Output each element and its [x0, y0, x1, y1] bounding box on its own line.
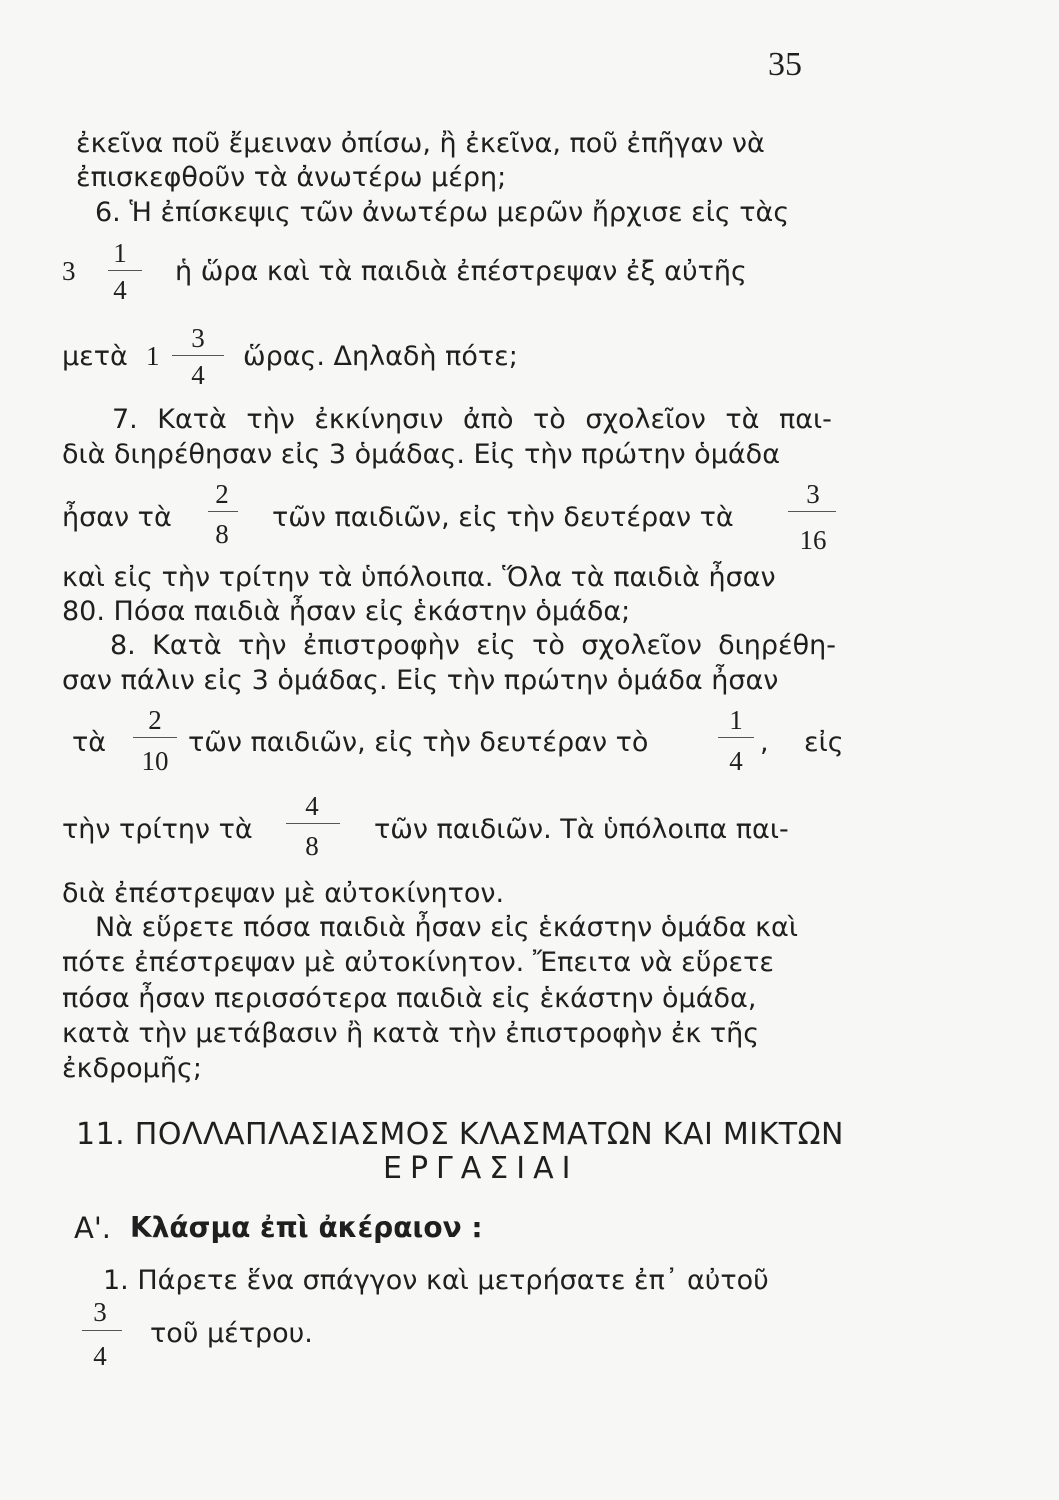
- fraction-numerator: 1: [113, 238, 127, 268]
- text-line: διὰ διηρέθησαν εἰς 3 ὁμάδας. Εἰς τὴν πρώτην ὁμάδα: [62, 439, 780, 470]
- fraction-numerator: 3: [93, 1297, 107, 1327]
- fraction-denominator: 8: [305, 831, 319, 861]
- word: Κατὰ: [157, 404, 227, 435]
- mixed-number-whole: 3: [62, 256, 76, 286]
- text-line: κατὰ τὴν μετάβασιν ἢ κατὰ τὴν ἐπιστροφὴν ἐκ τῆς: [62, 1018, 760, 1049]
- fraction-bar: [108, 270, 142, 271]
- exercise-line: 1. Πάρετε ἕνα σπάγγον καὶ μετρήσατε ἐπ᾿ αὐτοῦ: [103, 1265, 769, 1296]
- word: ΚΛΑΣΜΑΤΩΝ: [458, 1117, 654, 1152]
- section-subtitle: ΕΡΓΑΣΙΑΙ: [383, 1151, 579, 1186]
- subheading: Κλάσμα ἐπὶ ἀκέραιον :: [130, 1211, 483, 1244]
- text-line: τῶν παιδιῶν, εἰς τὴν δευτέραν τὸ: [188, 727, 649, 758]
- word: τὸ: [532, 630, 565, 661]
- fraction-bar: [718, 737, 754, 738]
- text-line: ἡ ὥρα καὶ τὰ παιδιὰ ἐπέστρεψαν ἐξ αὐτῆς: [175, 256, 747, 287]
- fraction-denominator: 4: [93, 1341, 107, 1371]
- fraction-bar: [133, 737, 177, 738]
- fraction-numerator: 4: [305, 791, 319, 821]
- fraction-denominator: 16: [799, 525, 827, 555]
- text-line: σαν πάλιν εἰς 3 ὁμάδας. Εἰς τὴν πρώτην ὁμάδα ἦσαν: [62, 665, 779, 696]
- word: Κατὰ: [152, 630, 222, 661]
- word: ἐκκίνησιν: [314, 404, 444, 435]
- word: εἰς: [476, 630, 516, 661]
- word: ΠΟΛΛΑΠΛΑΣΙΑΣΜΟΣ: [134, 1117, 450, 1152]
- fraction-numerator: 3: [806, 479, 820, 509]
- text-line: ὥρας. Δηλαδὴ πότε;: [243, 341, 518, 372]
- fraction-numerator: 3: [191, 323, 205, 353]
- text-line: τῶν παιδιῶν, εἰς τὴν δευτέραν τὰ: [272, 502, 734, 533]
- text-line: [112, 404, 832, 435]
- text-line: 6. Ἡ ἐπίσκεψις τῶν ἀνωτέρω μερῶν ἤρχισε εἰς τὰς: [95, 197, 790, 228]
- fraction-bar: [172, 355, 224, 356]
- word: διηρέθη-: [718, 630, 836, 661]
- fraction-denominator: 8: [215, 519, 229, 549]
- word: ἀπὸ: [462, 404, 514, 435]
- text-line: ἐκδρομῆς;: [62, 1053, 202, 1084]
- fraction-bar: [286, 823, 340, 824]
- text-line: 80. Πόσα παιδιὰ ἦσαν εἰς ἑκάστην ὁμάδα;: [62, 596, 631, 627]
- fraction-numerator: 2: [215, 479, 229, 509]
- text-line: ἐκεῖνα ποῦ ἔμειναν ὀπίσω, ἢ ἐκεῖνα, ποῦ ἐπῆγαν νὰ: [76, 128, 765, 159]
- fraction-denominator: 4: [191, 360, 205, 390]
- word: τὴν: [238, 630, 287, 661]
- page-number: 35: [768, 46, 802, 83]
- text-line: πότε ἐπέστρεψαν μὲ αὐτοκίνητον. Ἔπειτα νὰ εὕρετε: [62, 947, 774, 978]
- word: 7.: [112, 404, 138, 435]
- fraction-numerator: 2: [148, 705, 162, 735]
- word: σχολεῖον: [585, 404, 706, 435]
- word: 11.: [76, 1117, 126, 1152]
- text-line: Νὰ εὕρετε πόσα παιδιὰ ἦσαν εἰς ἑκάστην ὁμάδα καὶ: [95, 912, 798, 943]
- fraction-denominator: 4: [729, 746, 743, 776]
- text-line: ἐπισκεφθοῦν τὰ ἀνωτέρω μέρη;: [76, 162, 507, 193]
- text-line: τὴν τρίτην τὰ: [62, 814, 253, 845]
- fraction-numerator: 1: [729, 705, 743, 735]
- text-line: πόσα ἦσαν περισσότερα παιδιὰ εἰς ἑκάστην ὁμάδα,: [62, 983, 757, 1014]
- word: τὸ: [533, 404, 566, 435]
- fraction-denominator: 4: [113, 275, 127, 305]
- text-line: τὰ: [72, 727, 107, 758]
- fraction-bar: [208, 511, 238, 512]
- word: ΚΑΙ: [662, 1117, 714, 1152]
- word: σχολεῖον: [581, 630, 702, 661]
- fraction-denominator: 10: [141, 746, 169, 776]
- word: ΜΙΚΤΩΝ: [722, 1117, 844, 1152]
- word: τὰ: [725, 404, 760, 435]
- word: 8.: [110, 630, 136, 661]
- fraction-bar: [82, 1330, 122, 1331]
- punctuation: ,: [760, 727, 769, 758]
- text-line: καὶ εἰς τὴν τρίτην τὰ ὑπόλοιπα. Ὅλα τὰ παιδιὰ ἦσαν: [62, 562, 776, 593]
- text-word: μετὰ: [62, 341, 128, 372]
- text-word: εἰς: [804, 727, 844, 758]
- word: παι-: [778, 404, 832, 435]
- exercise-line: τοῦ μέτρου.: [150, 1318, 313, 1349]
- text-line: τῶν παιδιῶν. Τὰ ὑπόλοιπα παι-: [374, 814, 789, 845]
- section-title: [76, 1117, 844, 1152]
- text-line: ἦσαν τὰ: [62, 502, 172, 533]
- word: ἐπιστροφὴν: [302, 630, 460, 661]
- fraction-bar: [788, 511, 836, 512]
- text-line: διὰ ἐπέστρεψαν μὲ αὐτοκίνητον.: [62, 878, 505, 909]
- text-line: [110, 630, 836, 661]
- mixed-number-whole: 1: [146, 341, 160, 371]
- word: τὴν: [246, 404, 295, 435]
- subheading-letter: Α'.: [74, 1211, 112, 1245]
